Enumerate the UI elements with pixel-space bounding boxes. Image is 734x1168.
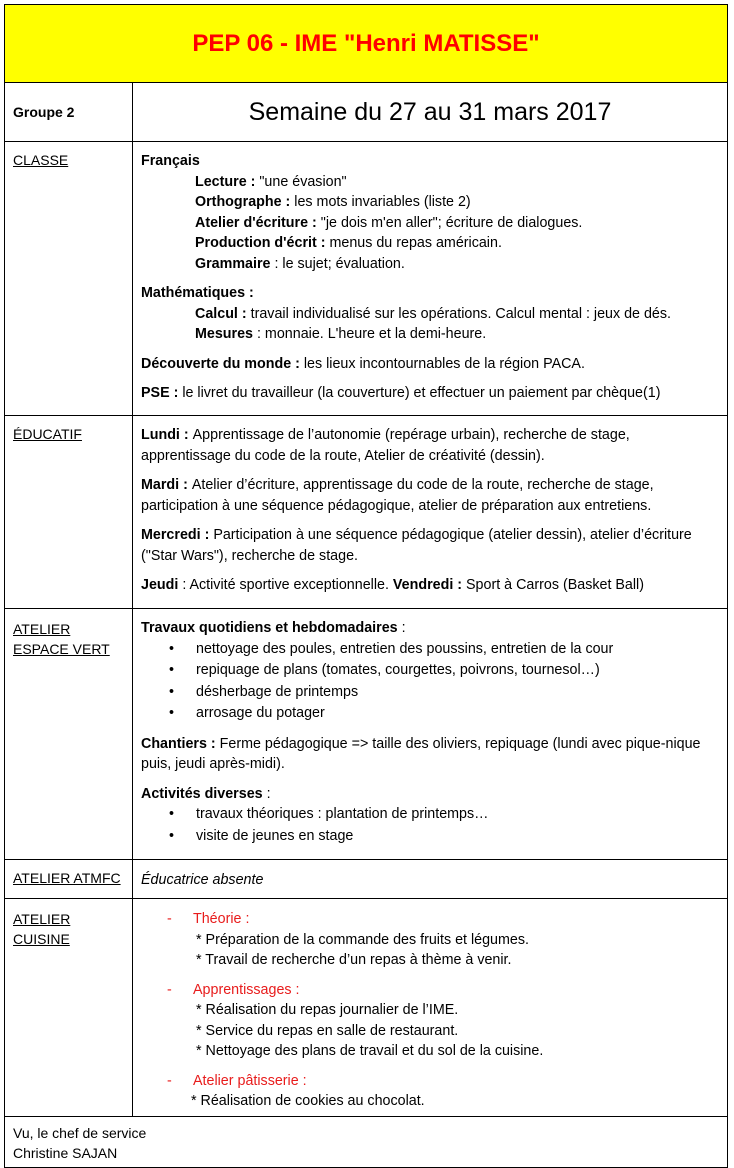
activites-heading: Activités diverses [141,785,263,802]
list-item: * Nettoyage des plans de travail et du sol de la cuisine. [196,1043,544,1059]
list-item: • travaux théoriques : plantation de printemps… [169,804,719,826]
patisserie-block: - Atelier pâtisserie : * Réalisation de cookies au chocolat. [141,1071,719,1112]
list-item: * Réalisation de cookies au chocolat. [191,1093,425,1109]
list-item: * Service du repas en salle de restaurant. [196,1022,459,1039]
list-item: Grammaire : le sujet; évaluation. [195,255,405,272]
list-item: Lecture : "une évasion" [195,173,347,190]
travaux-block: Travaux quotidiens et hebdomadaires : • nettoyage des poules, entretien des poussins, entretien de la cour • repiquage de plans (tomates, courgettes, poivrons, tournesol…) • désherbage de printemps • arrosage du potager [141,618,719,725]
section-content-educatif [133,416,727,608]
section-content-classe [133,142,727,415]
patisserie-title: Atelier pâtisserie : [193,1072,307,1089]
francais-block [141,151,719,274]
signature-line-1: Vu, le chef de service [13,1125,147,1141]
maths-block [141,283,719,345]
section-label-atmfc: ATELIER ATMFC [5,860,133,898]
section-content-espace-vert [133,609,727,859]
chantiers-line: Chantiers : Ferme pédagogique => taille des oliviers, repiquage (lundi avec pique-nique puis, jeudi après-midi). [141,735,701,772]
list-item: • désherbage de printemps [169,682,719,704]
week-title: Semaine du 27 au 31 mars 2017 [248,97,612,126]
maths-heading: Mathématiques : [141,285,254,301]
apprentissages-block: - Apprentissages : * Réalisation du repas journalier de l’IME. * Service du repas en salle de restaurant. * Nettoyage des plans de travail et du sol de la cuisine. [141,980,719,1062]
list-item: * Travail de recherche d’un repas à thème à venir. [196,952,512,968]
section-espace-vert [5,609,727,860]
list-item: • nettoyage des poules, entretien des poussins, entretien de la cour [169,639,719,661]
section-classe [5,142,727,416]
section-cuisine [5,899,727,1117]
activites-block: Activités diverses : • travaux théoriques : plantation de printemps… • visite de jeunes en stage [141,784,719,848]
atmfc-text: Éducatrice absente [141,872,264,888]
list-item: • repiquage de plans (tomates, courgettes, poivrons, tournesol…) [169,660,719,682]
list-item: Mesures : monnaie. L'heure et la demi-heure. [195,326,487,342]
signature-block [5,1117,727,1167]
list-item: * Préparation de la commande des fruits et légumes. [196,931,529,948]
travaux-list [141,639,719,725]
section-label-educatif: ÉDUCATIF [5,416,133,608]
theorie-block: - Théorie : * Préparation de la commande des fruits et légumes. * Travail de recherche d’un repas à thème à venir. [141,909,719,971]
theorie-title: Théorie : [193,911,250,927]
list-item: • visite de jeunes en stage [169,826,719,848]
section-content-cuisine [133,899,727,1116]
document-title: PEP 06 - IME "Henri MATISSE" [192,29,540,57]
weekly-schedule-document [4,4,728,1168]
mercredi-line: Mercredi : Participation à une séquence pédagogique (atelier dessin), atelier d’écriture ("Star Wars"), recherche de stage. [141,527,692,564]
signature-name: Christine SAJAN [13,1145,118,1161]
jeudi-vendredi-line: Jeudi : Activité sportive exceptionnelle. Vendredi : Sport à Carros (Basket Ball) [141,577,644,593]
section-label-classe: CLASSE [5,142,133,415]
apprentissages-title: Apprentissages : [193,981,300,998]
list-item: Production d'écrit : menus du repas américain. [195,235,502,251]
travaux-heading: Travaux quotidiens et hebdomadaires [141,620,398,636]
section-label-cuisine: ATELIER CUISINE [5,899,133,1116]
section-label-espace-vert: ATELIER ESPACE VERT [5,609,133,859]
mardi-line: Mardi : Atelier d’écriture, apprentissage du code de la route, recherche de stage, participation à une séquence pédagogique, atelier de préparation aux entretiens. [141,477,654,514]
section-educatif [5,416,727,609]
list-item: * Réalisation du repas journalier de l’IME. [196,1002,459,1018]
francais-heading: Français [141,153,200,169]
list-item: Calcul : travail individualisé sur les opérations. Calcul mental : jeux de dés. [195,305,672,322]
week-row [5,83,727,142]
document-header [5,5,727,83]
decouverte-line: Découverte du monde : les lieux incontournables de la région PACA. [141,355,585,372]
list-item: Atelier d'écriture : "je dois m'en aller"; écriture de dialogues. [195,214,583,231]
lundi-line: Lundi : Apprentissage de l’autonomie (repérage urbain), recherche de stage, apprentissage du code de la route, Atelier de créativité (dessin). [141,427,630,464]
list-item: • arrosage du potager [169,703,719,725]
section-atmfc [5,860,727,899]
activites-list [141,804,719,847]
group-label: Groupe 2 [5,83,133,141]
pse-line: PSE : le livret du travailleur (la couverture) et effectuer un paiement par chèque(1) [141,385,661,401]
list-item: Orthographe : les mots invariables (liste 2) [195,194,471,210]
